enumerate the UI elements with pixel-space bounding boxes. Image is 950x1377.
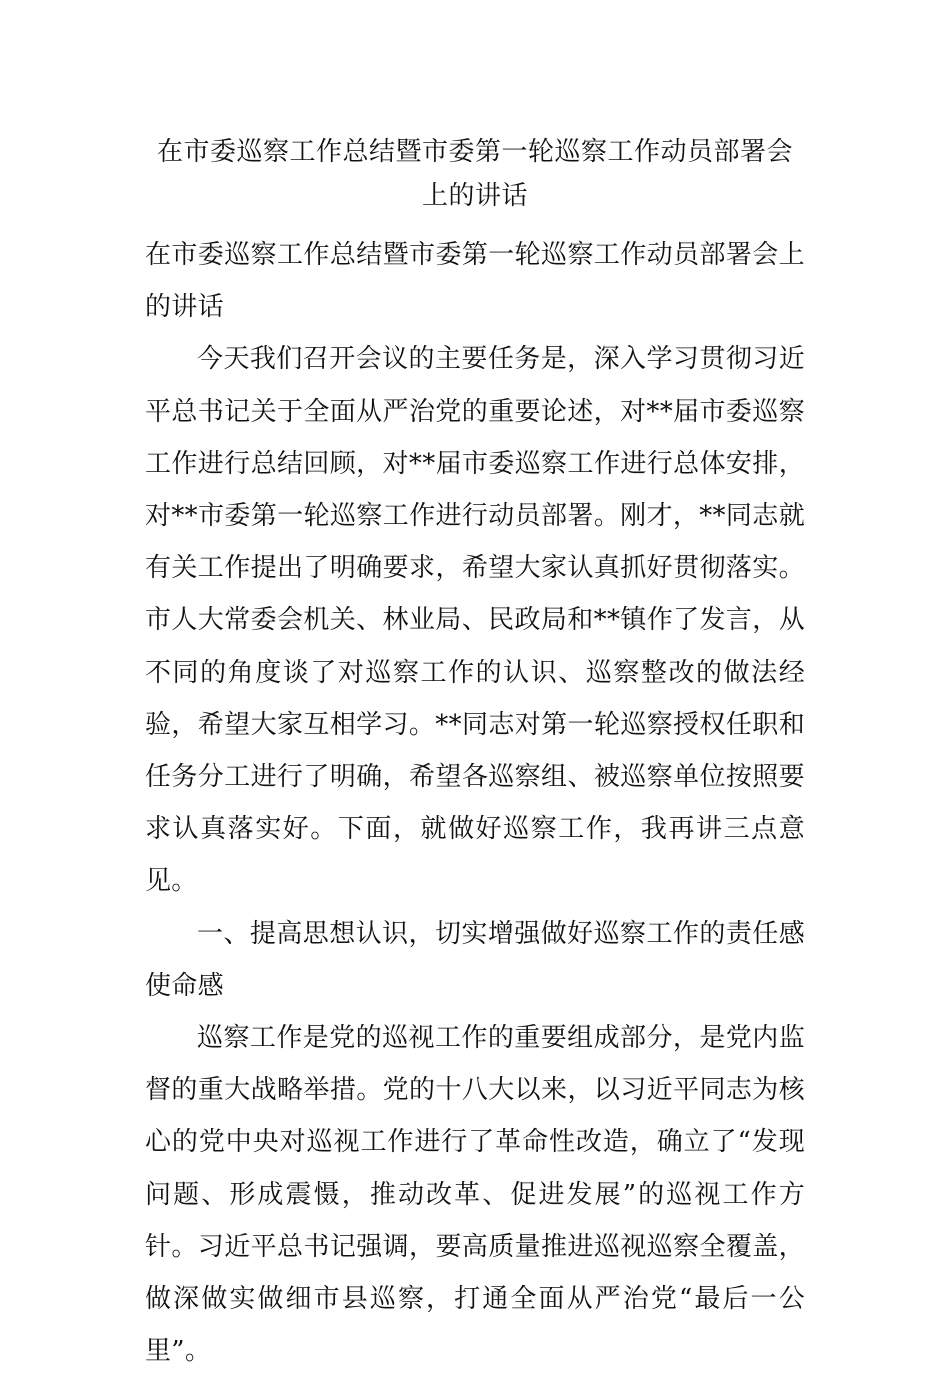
paragraph-section-1: 巡察工作是党的巡视工作的重要组成部分，是党内监督的重大战略举措。党的十八大以来，以习近平同志为核心的党中央对巡视工作进行了革命性改造，确立了“发现问题、形成震慑，推动改革、促进发展”的巡视工作方针。习近平总书记强调，要高质量推进巡视巡察全覆盖，做深做实做细市县巡察，打通全面从严治党“最后一公里”。: [145, 1023, 805, 1367]
document-subtitle: 在市委巡察工作总结暨市委第一轮巡察工作动员部署会上的讲话: [145, 240, 805, 323]
section-heading-1: 一、提高思想认识，切实增强做好巡察工作的责任感使命感: [145, 918, 805, 1001]
document-title: 在市委巡察工作总结暨市委第一轮巡察工作动员部署会上的讲话: [156, 137, 793, 211]
document-body: [145, 229, 805, 1377]
paragraph-intro: 今天我们召开会议的主要任务是，深入学习贯彻习近平总书记关于全面从严治党的重要论述，对**届市委巡察工作进行总结回顾，对**届市委巡察工作进行总体安排，对**市委第一轮巡察工作进行动员部署。刚才，**同志就有关工作提出了明确要求，希望大家认真抓好贯彻落实。市人大常委会机关、林业局、民政局和**镇作了发言，从不同的角度谈了对巡察工作的认识、巡察整改的做法经验，希望大家互相学习。**同志对第一轮巡察授权任职和任务分工进行了明确，希望各巡察组、被巡察单位按照要求认真落实好。下面，就做好巡察工作，我再讲三点意见。: [145, 344, 805, 897]
